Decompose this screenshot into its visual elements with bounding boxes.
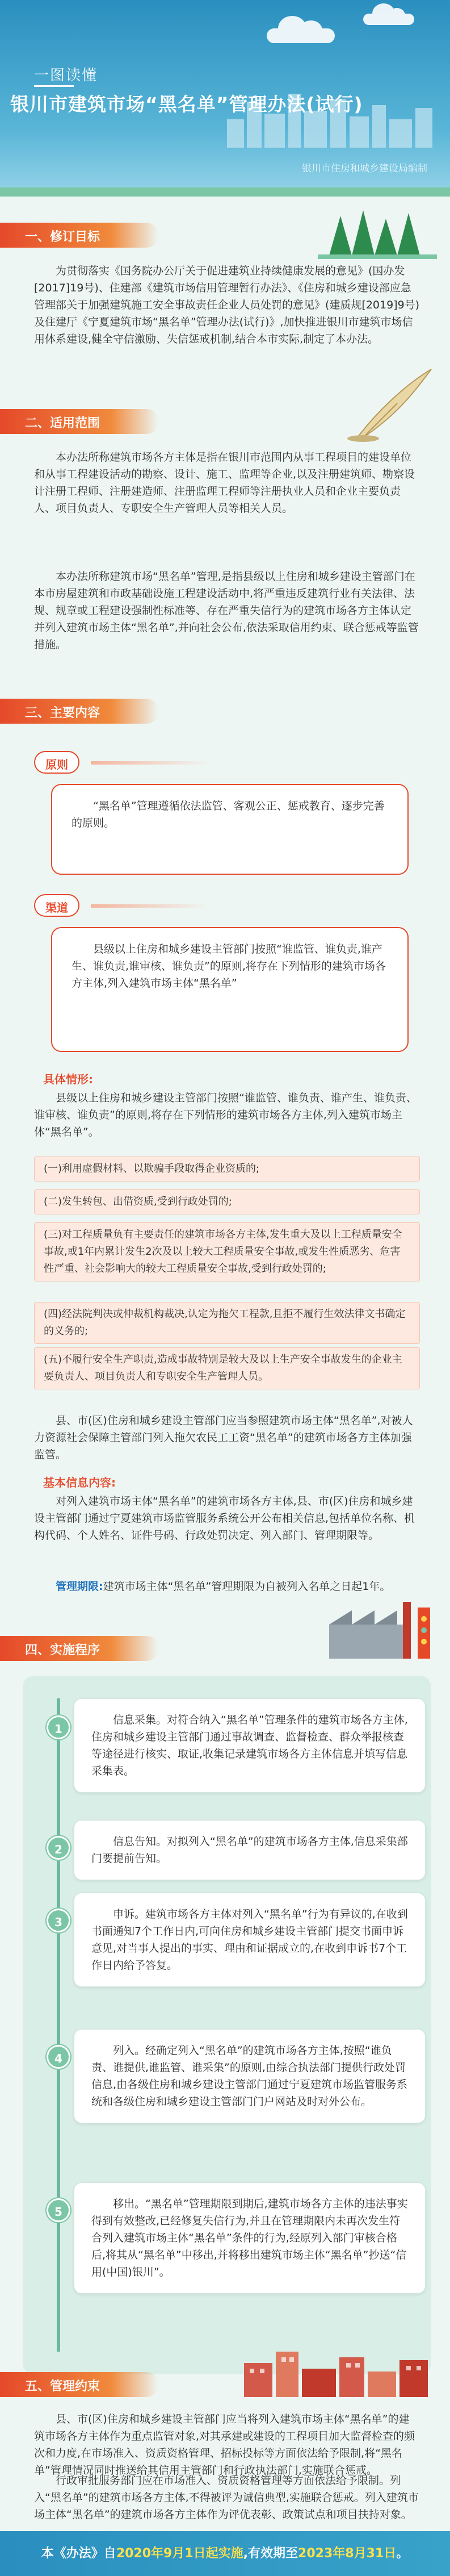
step-5-text: 移出。“黑名单”管理期限到期后,建筑市场各方主体的违法事实得到有效整改,已经修复失信行为,并且在管理期限内未再次发生符合列入建筑市场主体“黑名单”条件的行为,经原列入部门审核合格后,将其从“黑名单”中移出,并将移出建筑市场主体“黑名单”抄送“信用(中国)银川”。 xyxy=(91,2198,408,2278)
section-5-body-1: 县、市(区)住房和城乡建设主管部门应当将列入建筑市场主体“黑名单”的建筑市场各方主体作为重点监管对象,对其承建或建设的工程项目加大监督检查的频次和力度,在市场准入、资质资格管理、招标投标等方面依法给予限制,将“黑名单”管理情况同时推送给其信用主管部门和行政执法部门,实施联合惩戒。 xyxy=(34,2413,415,2477)
footer-start-date: 2020年9月1日起实施 xyxy=(116,2546,243,2561)
cloud-icon xyxy=(267,28,335,43)
section-5-heading: 五、管理约束 xyxy=(0,2372,159,2397)
step-4-badge: 4 xyxy=(47,2045,70,2069)
step-3-text: 申诉。建筑市场各方主体对列入“黑名单”行为有异议的,在收到书面通知7个工作日内,可向住房和城乡建设主管部门提交书面申诉意见,对当事人提出的事实、理由和证据成立的,在收到申诉书7个工作日内给予答复。 xyxy=(91,1908,408,1972)
channel-text: 县级以上住房和城乡建设主管部门按照“谁监管、谁负责,谁产生、谁负责,谁审核、谁负责”的原则,将存在下列情形的建筑市场各方主体,列入建筑市场主体“黑名单” xyxy=(72,943,386,990)
page-header xyxy=(0,0,450,187)
factory-icon xyxy=(318,1590,437,1664)
section-5-body-2: 行政审批服务部门应在市场准入、资质资格管理等方面依法给予限制。列入“黑名单”的建筑市场各方主体,不得被评为诚信典型,实施联合惩戒。列入建筑市场主体“黑名单”的建筑市场各方主体作为评优表彰、政策试点和项目扶持对象。 xyxy=(34,2474,419,2521)
principle-bar xyxy=(91,761,210,765)
footer-suffix: 。 xyxy=(396,2546,409,2561)
cases-heading: 具体情形: xyxy=(43,1072,93,1086)
page-title: 银川市建筑市场“黑名单”管理办法(试行) xyxy=(10,93,363,115)
step-4-card xyxy=(74,2029,426,2123)
header-stripe xyxy=(0,187,450,197)
section-3-heading: 三、主要内容 xyxy=(0,699,159,724)
basic-info-body: 对列入建筑市场主体“黑名单”的建筑市场各方主体,县、市(区)住房和城乡建设主管部门通过宁夏建筑市场监管服务系统公开公布相关信息,包括单位名称、机构代码、个人姓名、证件号码、行政处罚决定、列入部门、管理期限等。 xyxy=(34,1495,415,1542)
footer-mid: ,有效期至 xyxy=(243,2546,298,2561)
header-divider xyxy=(34,85,74,87)
case-item-1: (一)利用虚假材料、以欺骗手段取得企业资质的; xyxy=(34,1157,420,1181)
case-item-2: (二)发生转包、出借资质,受到行政处罚的; xyxy=(34,1189,420,1214)
cloud-icon xyxy=(363,14,414,25)
step-3-card xyxy=(74,1893,426,1987)
step-1-text: 信息采集。对符合纳入“黑名单”管理条件的建筑市场各方主体,住房和城乡建设主管部门通过事故调查、监督检查、群众举报核查等途径进行核实、取证,收集记录建筑市场各方主体信息并填写信息采集表。 xyxy=(91,1714,408,1777)
step-2-badge: 2 xyxy=(47,1836,70,1860)
steps-track xyxy=(57,1698,60,2352)
principle-box xyxy=(51,784,409,875)
principle-label: 原则 xyxy=(34,751,79,774)
case-item-5: (五)不履行安全生产职责,造成事故特别是较大及以上生产安全事故发生的企业主要负责人、项目负责人和专职安全生产管理人员。 xyxy=(34,1347,420,1389)
footer-end-date: 2023年8月31日 xyxy=(298,2546,397,2561)
term-label: 管理期限: xyxy=(56,1580,103,1593)
case-item-4: (四)经法院判决或仲裁机构裁决,认定为拖欠工程款,且拒不履行生效法律文书确定的义务的; xyxy=(34,1302,420,1344)
page-footer xyxy=(0,2531,450,2576)
cases-intro: 县级以上住房和城乡建设主管部门按照“谁监管、谁负责、谁产生、谁负责、谁审核、谁负责”的原则,将存在下列情形的建筑市场各方主体,列入建筑市场主体“黑名单”。 xyxy=(34,1092,417,1138)
step-5-badge: 5 xyxy=(47,2198,70,2222)
channel-box xyxy=(51,927,409,1052)
channel-bar xyxy=(91,904,210,908)
step-5-card xyxy=(74,2182,426,2294)
trees-icon xyxy=(318,204,437,261)
step-1-badge: 1 xyxy=(47,1715,70,1739)
term-body: 建筑市场主体“黑名单”管理期限为自被列入名单之日起1年。 xyxy=(103,1580,391,1593)
section-2-body-2: 本办法所称建筑市场“黑名单”管理,是指县级以上住房和城乡建设主管部门在本市房屋建筑和市政基础设施工程建设活动中,将严重违反建筑行业有关法律、法规、规章或工程建设强制性标准等、存在严重失信行为的建筑市场各方主体认定并列入建筑市场主体“黑名单”,并向社会公布,依法采取信用约束、联合惩戒等监管措施。 xyxy=(34,570,419,651)
channel-label: 渠道 xyxy=(34,894,79,917)
header-eyebrow: 一图读懂 xyxy=(34,67,98,84)
section-2-body-1: 本办法所称建筑市场各方主体是指在银川市范围内从事工程项目的建设单位和从事工程建设活动的勘察、设计、施工、监理等企业,以及注册建筑师、勘察设计注册工程师、注册建造师、注册监理工程师等注册执业人员和企业主要负责人、项目负责人、专职安全生产管理人员等相关人员。 xyxy=(34,451,415,515)
step-2-card xyxy=(74,1820,426,1880)
step-1-card xyxy=(74,1698,426,1793)
step-4-text: 列入。经确定列入“黑名单”的建筑市场各方主体,按照“谁负责、谁提供,谁监管、谁采集”的原则,由综合执法部门提供行政处罚信息,由各级住房和城乡建设主管部门通过宁夏建筑市场监管服务系统和各级住房和城乡建设主管部门门户网站及时对外公布。 xyxy=(91,2044,408,2108)
basic-info-heading: 基本信息内容: xyxy=(43,1476,116,1489)
case-item-3: (三)对工程质量负有主要责任的建筑市场各方主体,发生重大及以上工程质量安全事故,或1年内累计发生2次及以上较大工程质量安全事故,或发生性质恶劣、危害性严重、社会影响大的较大工程质量安全事故,受到行政处罚的; xyxy=(34,1222,420,1281)
footer-prefix: 本《办法》自 xyxy=(41,2546,116,2561)
migrant-wage-body: 县、市(区)住房和城乡建设主管部门应当参照建筑市场主体“黑名单”,对被人力资源社会保障主管部门列入拖欠农民工工资“黑名单”的建筑市场各方主体加强监管。 xyxy=(34,1414,413,1461)
header-byline: 银川市住房和城乡建设局编制 xyxy=(302,163,427,174)
section-4-heading: 四、实施程序 xyxy=(0,1636,159,1661)
buildings-icon xyxy=(238,2346,437,2397)
section-1-body: 为贯彻落实《国务院办公厅关于促进建筑业持续健康发展的意见》(国办发[2017]19号)、住建部《建筑市场信用管理暂行办法》、《住房和城乡建设部应急管理部关于加强建筑施工安全事故责任企业人员处罚的意见》(建质规[2019]9号)及住建厅《宁夏建筑市场“黑名单”管理办法(试行)》,加快推进银川市建筑市场信用体系建设,健全守信激励、失信惩戒机制,结合本市实际,制定了本办法。 xyxy=(34,265,420,345)
step-3-badge: 3 xyxy=(47,1909,70,1932)
principle-text: “黑名单”管理遵循依法监管、客观公正、惩戒教育、逐步完善的原则。 xyxy=(72,800,385,829)
quill-icon xyxy=(340,364,437,443)
section-2-heading: 二、适用范围 xyxy=(0,409,159,434)
step-2-text: 信息告知。对拟列入“黑名单”的建筑市场各方主体,信息采集部门要提前告知。 xyxy=(91,1835,408,1865)
section-1-heading: 一、修订目标 xyxy=(0,223,159,248)
